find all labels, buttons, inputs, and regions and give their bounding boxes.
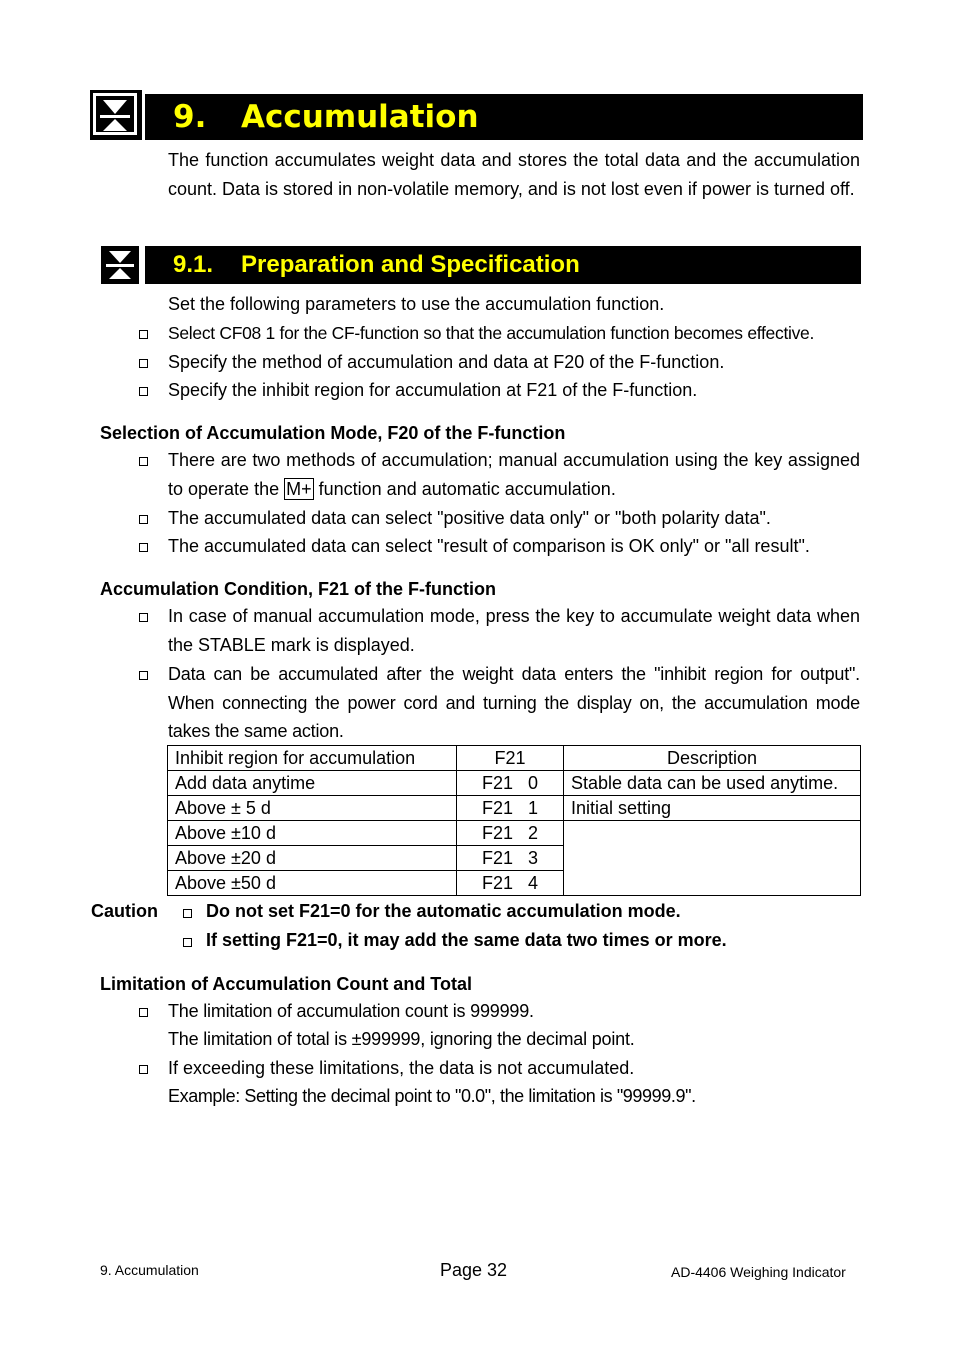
- f-value: 2: [528, 823, 539, 843]
- subsection-heading: [145, 246, 861, 284]
- list-item: The limitation of accumulation count is 999999.: [168, 1001, 534, 1021]
- f-value: 3: [528, 848, 539, 868]
- inhibit-region-table: [167, 745, 861, 896]
- section-icon: [90, 90, 142, 140]
- bullet-icon: [139, 613, 148, 622]
- mode-heading: Selection of Accumulation Mode, F20 of the F-function: [100, 423, 566, 443]
- table-cell: Stable data can be used anytime.: [564, 771, 861, 796]
- table-header-row: [168, 746, 861, 771]
- section-title: Accumulation: [241, 99, 479, 135]
- section-intro: The function accumulates weight data and stores the total data and the accumulation count. Data is stored in non-volatile memory, and is not lost even if power is turned off.: [168, 150, 860, 199]
- f-code: F21: [481, 823, 513, 843]
- list-item: [168, 446, 860, 503]
- table-row: [168, 846, 861, 871]
- footer-product: AD-4406 Weighing Indicator: [671, 1264, 846, 1280]
- caution-item: Do not set F21=0 for the automatic accumulation mode.: [206, 901, 681, 921]
- table-cell: Initial setting: [564, 796, 861, 821]
- table-cell: Above ±10 d: [168, 821, 457, 846]
- table-row: [168, 821, 861, 846]
- table-cell: Above ± 5 d: [168, 796, 457, 821]
- condition-heading: Accumulation Condition, F21 of the F-function: [100, 579, 496, 599]
- list-item-continuation: The limitation of total is ±999999, ignoring the decimal point.: [168, 1029, 635, 1049]
- bullet-icon: [183, 909, 192, 918]
- table-cell: [564, 846, 861, 871]
- list-item: Specify the method of accumulation and data at F20 of the F-function.: [168, 352, 725, 372]
- table-cell: [564, 871, 861, 896]
- f-code: F21: [481, 773, 513, 793]
- table-cell: [457, 871, 564, 896]
- f-value: 4: [528, 873, 539, 893]
- table-cell: Add data anytime: [168, 771, 457, 796]
- footer-section: 9. Accumulation: [100, 1262, 199, 1278]
- bullet-icon: [139, 1008, 148, 1017]
- mode-item1-text-end: function and automatic accumulation.: [318, 478, 616, 499]
- table-cell: [457, 796, 564, 821]
- bullet-icon: [183, 938, 192, 947]
- bullet-icon: [139, 1065, 148, 1074]
- bullet-icon: [139, 359, 148, 368]
- m-plus-key: M+: [286, 478, 312, 499]
- f-code: F21: [481, 798, 513, 818]
- bullet-icon: [139, 543, 148, 552]
- bullet-icon: [139, 515, 148, 524]
- table-cell: Above ±50 d: [168, 871, 457, 896]
- list-item: Specify the inhibit region for accumulation at F21 of the F-function.: [168, 380, 698, 400]
- page-number: Page 32: [440, 1260, 508, 1280]
- subsection-icon: [101, 246, 139, 284]
- list-item: Data can be accumulated after the weight data enters the "inhibit region for output". When connecting the power cord and turning the display on, the accumulation mode takes the same action.: [168, 664, 860, 741]
- list-item: Select CF08 1 for the CF-function so that the accumulation function becomes effective.: [168, 323, 815, 343]
- list-item: The accumulated data can select "positive data only" or "both polarity data".: [168, 508, 771, 528]
- mode-item1-text: There are two methods of accumulation; manual accumulation using the key assigned to operate the: [168, 450, 860, 499]
- list-item: If exceeding these limitations, the data is not accumulated.: [168, 1058, 635, 1078]
- limitation-heading: Limitation of Accumulation Count and Total: [100, 974, 472, 994]
- table-header: Inhibit region for accumulation: [168, 746, 457, 771]
- bullet-icon: [139, 457, 148, 466]
- table-cell: [457, 821, 564, 846]
- subsection-lead: Set the following parameters to use the accumulation function.: [168, 294, 665, 314]
- table-header: Description: [564, 746, 861, 771]
- table-row: [168, 796, 861, 821]
- f-value: 1: [528, 798, 539, 818]
- caution-item: If setting F21=0, it may add the same data two times or more.: [206, 930, 727, 950]
- f-value: 0: [528, 773, 539, 793]
- f-code: F21: [481, 873, 513, 893]
- table-row: [168, 771, 861, 796]
- list-item-continuation: Example: Setting the decimal point to "0.0", the limitation is "99999.9".: [168, 1086, 696, 1106]
- bullet-icon: [139, 387, 148, 396]
- bullet-icon: [139, 671, 148, 680]
- f-code: F21: [481, 848, 513, 868]
- table-cell: Above ±20 d: [168, 846, 457, 871]
- table-cell: [564, 821, 861, 846]
- table-cell: [457, 846, 564, 871]
- subsection-title: Preparation and Specification: [241, 251, 580, 278]
- section-number: 9.: [173, 99, 207, 135]
- subsection-number: 9.1.: [173, 251, 214, 278]
- table-cell: [457, 771, 564, 796]
- table-header: F21: [457, 746, 564, 771]
- table-row: [168, 871, 861, 896]
- list-item: The accumulated data can select "result of comparison is OK only" or "all result".: [168, 536, 810, 556]
- caution-label: Caution: [91, 901, 158, 921]
- section-heading: [145, 94, 863, 140]
- list-item: In case of manual accumulation mode, press the key to accumulate weight data when the STABLE mark is displayed.: [168, 606, 860, 655]
- bullet-icon: [139, 330, 148, 339]
